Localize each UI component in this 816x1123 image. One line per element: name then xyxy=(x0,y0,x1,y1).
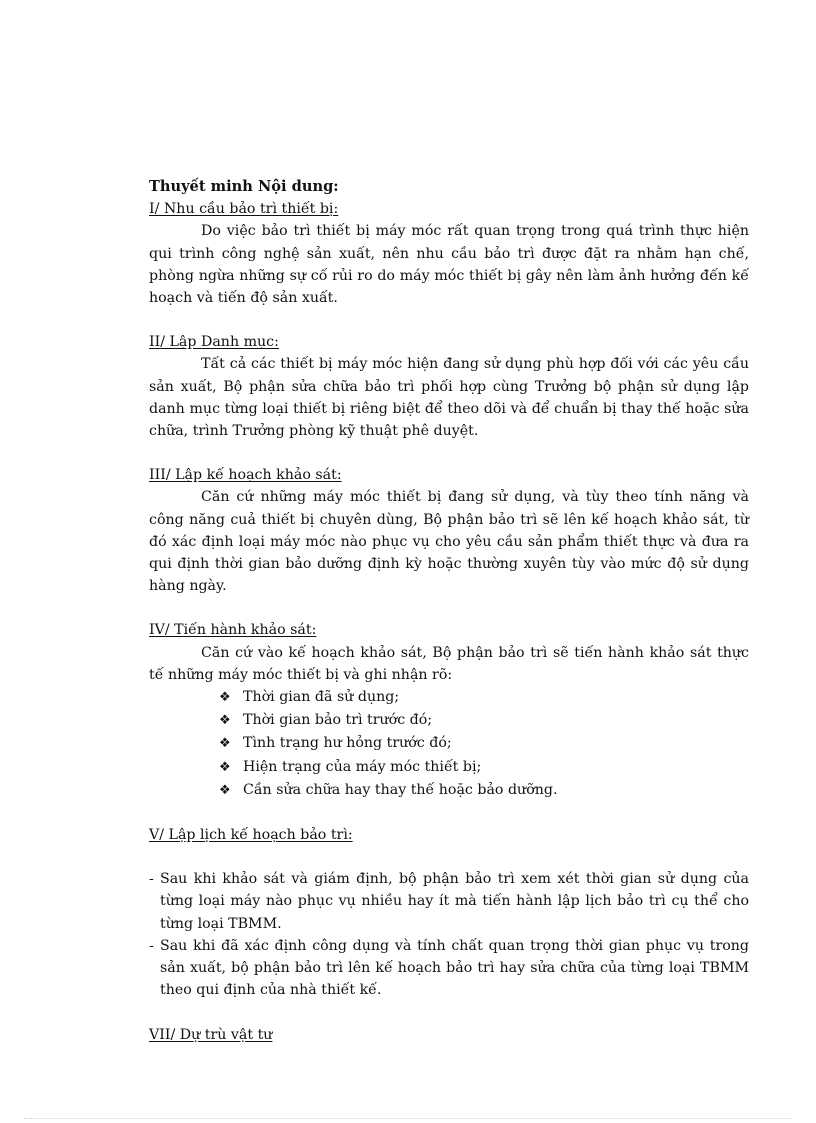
list-item-text: Tình trạng hư hỏng trước đó; xyxy=(243,735,452,752)
diamond-bullet-icon: ❖ xyxy=(219,782,231,798)
section-heading: I/ Nhu cầu bảo trì thiết bị: xyxy=(149,201,339,218)
section-paragraph: Do việc bảo trì thiết bị máy móc rất quan trọng trong quá trình thực hiện qui trình công nghệ sản xuất, nên nhu cầu bảo trì được đặt ra nhằm hạn chế, phòng ngừa những sự cố rủi ro do máy móc thiết bị gây nên làm ảnh hưởng đến kế hoạch và tiến độ sản xuất. xyxy=(149,223,749,307)
list-item-text: Thời gian đã sử dụng; xyxy=(243,689,400,706)
section-paragraph: Căn cứ những máy móc thiết bị đang sử dụng, và tùy theo tính năng và công năng cuả thiết bị chuyên dùng, Bộ phận bảo trì sẽ lên kế hoạch khảo sát, từ đó xác định loại máy móc nào phục vụ cho yêu cầu sản phẩm thiết thực và đưa ra qui định thời gian bảo dưỡng định kỳ hoặc thường xuyên tùy vào mức độ sử dụng hàng ngày. xyxy=(149,489,749,595)
section-heading: IV/ Tiến hành khảo sát: xyxy=(149,622,317,639)
diamond-bullet-icon: ❖ xyxy=(219,713,231,729)
section-paragraph: Tất cả các thiết bị máy móc hiện đang sử dụng phù hợp đối với các yêu cầu sản xuất, Bộ phận sửa chữa bảo trì phối hợp cùng Trưởng bộ phận sử dụng lập danh mục từng loại thiết bị riêng biệt để theo dõi và để chuẩn bị thay thế hoặc sửa chữa, trình Trưởng phòng kỹ thuật phê duyệt. xyxy=(149,356,749,440)
list-item-text: Cần sửa chữa hay thay thế hoặc bảo dưỡng. xyxy=(243,781,558,798)
dash-list-item xyxy=(149,935,749,1002)
section-5 xyxy=(149,824,749,1001)
section-4 xyxy=(149,619,749,802)
diamond-bullet-icon: ❖ xyxy=(219,736,231,752)
section-6 xyxy=(149,1024,749,1046)
document-content xyxy=(149,176,749,1068)
section-paragraph: Căn cứ vào kế hoạch khảo sát, Bộ phận bảo trì sẽ tiến hành khảo sát thực tế những máy móc thiết bị và ghi nhận rõ: xyxy=(149,644,749,683)
blank-line xyxy=(149,846,749,868)
section-3 xyxy=(149,464,749,597)
diamond-bullet-icon: ❖ xyxy=(219,759,231,775)
list-item-text: Hiện trạng của máy móc thiết bị; xyxy=(243,758,482,775)
section-1 xyxy=(149,198,749,309)
section-heading: II/ Lập Danh mục: xyxy=(149,334,279,351)
list-item xyxy=(219,779,749,802)
diamond-bullet-icon: ❖ xyxy=(219,690,231,706)
section-heading: V/ Lập lịch kế hoạch bảo trì: xyxy=(149,827,353,844)
list-item xyxy=(219,686,749,709)
survey-checklist xyxy=(149,686,749,802)
document-title: Thuyết minh Nội dung: xyxy=(149,178,339,195)
section-2 xyxy=(149,331,749,442)
dash-marker: - xyxy=(149,937,154,954)
dash-list-item xyxy=(149,868,749,935)
list-item xyxy=(219,756,749,779)
section-heading: III/ Lập kế hoạch khảo sát: xyxy=(149,467,342,484)
list-item xyxy=(219,732,749,755)
dash-marker: - xyxy=(149,871,154,888)
list-item-text: Thời gian bảo trì trước đó; xyxy=(243,712,433,729)
dash-list-item-text: Sau khi khảo sát và giám định, bộ phận bảo trì xem xét thời gian sử dụng của từng loại máy nào phục vụ nhiều hay ít mà tiến hành lập lịch bảo trì cụ thể cho từng loại TBMM. xyxy=(160,871,749,932)
dash-list-item-text: Sau khi đã xác định công dụng và tính chất quan trọng thời gian phục vụ trong sản xuất, bộ phận bảo trì lên kế hoạch bảo trì hay sửa chữa của từng loại TBMM theo qui định của nhà thiết kế. xyxy=(160,937,749,999)
page-bottom-divider xyxy=(24,1118,792,1119)
section-heading: VII/ Dự trù vật tư xyxy=(149,1026,273,1043)
list-item xyxy=(219,709,749,732)
